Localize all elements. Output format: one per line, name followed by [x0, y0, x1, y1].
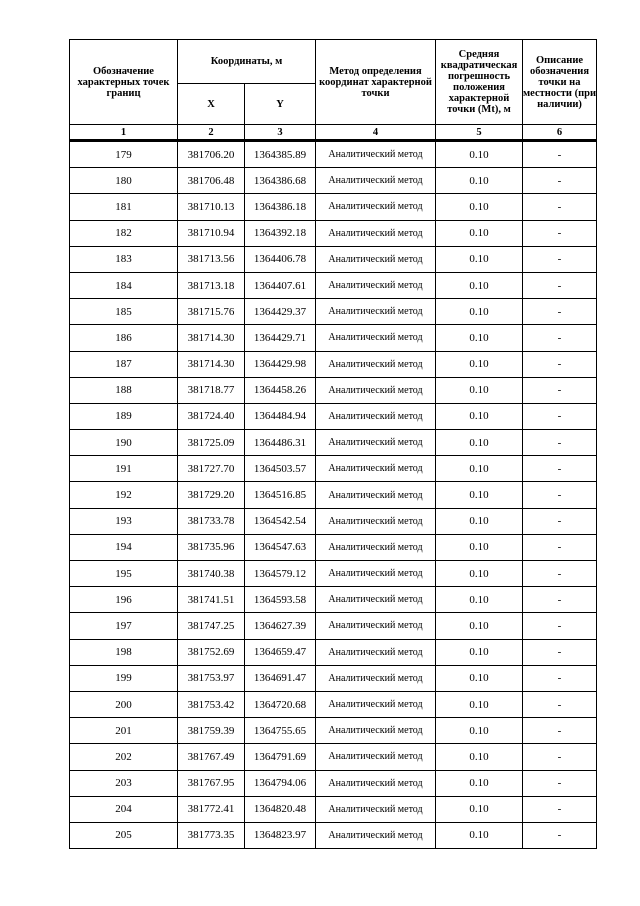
table-row: [70, 822, 597, 848]
table-header: [70, 40, 597, 141]
method-cell: Аналитический метод: [316, 822, 436, 848]
description-cell: -: [523, 639, 597, 665]
point-cell: 188: [70, 377, 178, 403]
point-cell: 182: [70, 220, 178, 246]
table-row: [70, 194, 597, 220]
x-cell: 381724.40: [178, 403, 245, 429]
error-cell: 0.10: [436, 770, 523, 796]
y-cell: 1364503.57: [245, 456, 316, 482]
error-cell: 0.10: [436, 141, 523, 168]
method-cell: Аналитический метод: [316, 613, 436, 639]
error-cell: 0.10: [436, 561, 523, 587]
method-cell: Аналитический метод: [316, 744, 436, 770]
method-cell: Аналитический метод: [316, 220, 436, 246]
error-cell: 0.10: [436, 587, 523, 613]
y-cell: 1364791.69: [245, 744, 316, 770]
error-cell: 0.10: [436, 325, 523, 351]
y-cell: 1364429.37: [245, 299, 316, 325]
y-cell: 1364484.94: [245, 403, 316, 429]
description-cell: -: [523, 168, 597, 194]
y-cell: 1364486.31: [245, 430, 316, 456]
point-cell: 196: [70, 587, 178, 613]
table-row: [70, 220, 597, 246]
y-cell: 1364755.65: [245, 718, 316, 744]
description-cell: -: [523, 272, 597, 298]
table-row: [70, 168, 597, 194]
x-cell: 381767.95: [178, 770, 245, 796]
error-cell: 0.10: [436, 194, 523, 220]
y-cell: 1364823.97: [245, 822, 316, 848]
header-description: Описание обозначения точки на местности (при наличии): [523, 40, 597, 125]
method-cell: Аналитический метод: [316, 508, 436, 534]
x-cell: 381710.13: [178, 194, 245, 220]
description-cell: -: [523, 613, 597, 639]
point-cell: 199: [70, 665, 178, 691]
table-row: [70, 613, 597, 639]
x-cell: 381767.49: [178, 744, 245, 770]
description-cell: -: [523, 141, 597, 168]
description-cell: -: [523, 246, 597, 272]
table-row: [70, 430, 597, 456]
header-method: Метод определения координат характерной точки: [316, 40, 436, 125]
y-cell: 1364794.06: [245, 770, 316, 796]
point-cell: 179: [70, 141, 178, 168]
table-row: [70, 665, 597, 691]
method-cell: Аналитический метод: [316, 430, 436, 456]
error-cell: 0.10: [436, 613, 523, 639]
method-cell: Аналитический метод: [316, 325, 436, 351]
table-row: [70, 325, 597, 351]
coordinates-table: [69, 39, 597, 849]
table-row: [70, 770, 597, 796]
method-cell: Аналитический метод: [316, 691, 436, 717]
y-cell: 1364579.12: [245, 561, 316, 587]
x-cell: 381710.94: [178, 220, 245, 246]
point-cell: 200: [70, 691, 178, 717]
header-error: Средняя квадратическая погрешность положения характерной точки (Mt), м: [436, 40, 523, 125]
table-row: [70, 744, 597, 770]
description-cell: -: [523, 377, 597, 403]
error-cell: 0.10: [436, 796, 523, 822]
error-cell: 0.10: [436, 377, 523, 403]
y-cell: 1364820.48: [245, 796, 316, 822]
description-cell: -: [523, 665, 597, 691]
point-cell: 194: [70, 534, 178, 560]
description-cell: -: [523, 691, 597, 717]
x-cell: 381725.09: [178, 430, 245, 456]
error-cell: 0.10: [436, 534, 523, 560]
table-row: [70, 246, 597, 272]
x-cell: 381753.42: [178, 691, 245, 717]
y-cell: 1364627.39: [245, 613, 316, 639]
error-cell: 0.10: [436, 665, 523, 691]
point-cell: 205: [70, 822, 178, 848]
error-cell: 0.10: [436, 508, 523, 534]
x-cell: 381713.56: [178, 246, 245, 272]
column-number: 3: [245, 125, 316, 141]
method-cell: Аналитический метод: [316, 796, 436, 822]
table-body: [70, 141, 597, 849]
y-cell: 1364386.18: [245, 194, 316, 220]
x-cell: 381772.41: [178, 796, 245, 822]
table-row: [70, 587, 597, 613]
error-cell: 0.10: [436, 691, 523, 717]
y-cell: 1364386.68: [245, 168, 316, 194]
y-cell: 1364407.61: [245, 272, 316, 298]
error-cell: 0.10: [436, 403, 523, 429]
table-row: [70, 403, 597, 429]
description-cell: -: [523, 744, 597, 770]
method-cell: Аналитический метод: [316, 351, 436, 377]
method-cell: Аналитический метод: [316, 403, 436, 429]
y-cell: 1364406.78: [245, 246, 316, 272]
y-cell: 1364542.54: [245, 508, 316, 534]
header-x: X: [178, 84, 245, 125]
method-cell: Аналитический метод: [316, 770, 436, 796]
description-cell: -: [523, 430, 597, 456]
method-cell: Аналитический метод: [316, 587, 436, 613]
point-cell: 201: [70, 718, 178, 744]
error-cell: 0.10: [436, 220, 523, 246]
point-cell: 203: [70, 770, 178, 796]
error-cell: 0.10: [436, 639, 523, 665]
x-cell: 381713.18: [178, 272, 245, 298]
method-cell: Аналитический метод: [316, 718, 436, 744]
error-cell: 0.10: [436, 744, 523, 770]
table-row: [70, 456, 597, 482]
error-cell: 0.10: [436, 718, 523, 744]
method-cell: Аналитический метод: [316, 561, 436, 587]
description-cell: -: [523, 220, 597, 246]
x-cell: 381752.69: [178, 639, 245, 665]
point-cell: 191: [70, 456, 178, 482]
method-cell: Аналитический метод: [316, 377, 436, 403]
error-cell: 0.10: [436, 351, 523, 377]
method-cell: Аналитический метод: [316, 272, 436, 298]
table-row: [70, 299, 597, 325]
column-number: 2: [178, 125, 245, 141]
description-cell: -: [523, 534, 597, 560]
y-cell: 1364547.63: [245, 534, 316, 560]
x-cell: 381718.77: [178, 377, 245, 403]
table-row: [70, 482, 597, 508]
column-number: 1: [70, 125, 178, 141]
point-cell: 183: [70, 246, 178, 272]
x-cell: 381741.51: [178, 587, 245, 613]
error-cell: 0.10: [436, 456, 523, 482]
column-number: 5: [436, 125, 523, 141]
description-cell: -: [523, 561, 597, 587]
point-cell: 193: [70, 508, 178, 534]
point-cell: 198: [70, 639, 178, 665]
table-row: [70, 691, 597, 717]
point-cell: 204: [70, 796, 178, 822]
point-cell: 192: [70, 482, 178, 508]
x-cell: 381753.97: [178, 665, 245, 691]
table-row: [70, 639, 597, 665]
table-row: [70, 377, 597, 403]
table-row: [70, 141, 597, 168]
point-cell: 184: [70, 272, 178, 298]
y-cell: 1364429.71: [245, 325, 316, 351]
point-cell: 189: [70, 403, 178, 429]
table-row: [70, 508, 597, 534]
point-cell: 190: [70, 430, 178, 456]
description-cell: -: [523, 718, 597, 744]
x-cell: 381747.25: [178, 613, 245, 639]
y-cell: 1364429.98: [245, 351, 316, 377]
description-cell: -: [523, 194, 597, 220]
error-cell: 0.10: [436, 246, 523, 272]
point-cell: 187: [70, 351, 178, 377]
header-point: Обозначение характерных точек границ: [70, 40, 178, 125]
point-cell: 195: [70, 561, 178, 587]
method-cell: Аналитический метод: [316, 141, 436, 168]
error-cell: 0.10: [436, 822, 523, 848]
point-cell: 180: [70, 168, 178, 194]
x-cell: 381706.48: [178, 168, 245, 194]
description-cell: -: [523, 822, 597, 848]
description-cell: -: [523, 456, 597, 482]
x-cell: 381714.30: [178, 325, 245, 351]
x-cell: 381706.20: [178, 141, 245, 168]
x-cell: 381773.35: [178, 822, 245, 848]
description-cell: -: [523, 351, 597, 377]
table-row: [70, 534, 597, 560]
description-cell: -: [523, 796, 597, 822]
x-cell: 381727.70: [178, 456, 245, 482]
table-row: [70, 351, 597, 377]
error-cell: 0.10: [436, 482, 523, 508]
x-cell: 381733.78: [178, 508, 245, 534]
point-cell: 186: [70, 325, 178, 351]
description-cell: -: [523, 482, 597, 508]
method-cell: Аналитический метод: [316, 456, 436, 482]
x-cell: 381740.38: [178, 561, 245, 587]
y-cell: 1364659.47: [245, 639, 316, 665]
point-cell: 202: [70, 744, 178, 770]
method-cell: Аналитический метод: [316, 246, 436, 272]
y-cell: 1364593.58: [245, 587, 316, 613]
error-cell: 0.10: [436, 168, 523, 194]
x-cell: 381714.30: [178, 351, 245, 377]
x-cell: 381729.20: [178, 482, 245, 508]
x-cell: 381735.96: [178, 534, 245, 560]
description-cell: -: [523, 325, 597, 351]
column-number: 6: [523, 125, 597, 141]
y-cell: 1364392.18: [245, 220, 316, 246]
method-cell: Аналитический метод: [316, 665, 436, 691]
table-row: [70, 718, 597, 744]
description-cell: -: [523, 403, 597, 429]
y-cell: 1364458.26: [245, 377, 316, 403]
description-cell: -: [523, 299, 597, 325]
y-cell: 1364516.85: [245, 482, 316, 508]
table-row: [70, 272, 597, 298]
point-cell: 181: [70, 194, 178, 220]
method-cell: Аналитический метод: [316, 534, 436, 560]
column-number: 4: [316, 125, 436, 141]
method-cell: Аналитический метод: [316, 168, 436, 194]
x-cell: 381759.39: [178, 718, 245, 744]
method-cell: Аналитический метод: [316, 299, 436, 325]
method-cell: Аналитический метод: [316, 194, 436, 220]
method-cell: Аналитический метод: [316, 639, 436, 665]
description-cell: -: [523, 770, 597, 796]
table-row: [70, 796, 597, 822]
description-cell: -: [523, 587, 597, 613]
table-row: [70, 561, 597, 587]
point-cell: 197: [70, 613, 178, 639]
x-cell: 381715.76: [178, 299, 245, 325]
description-cell: -: [523, 508, 597, 534]
header-y: Y: [245, 84, 316, 125]
error-cell: 0.10: [436, 299, 523, 325]
error-cell: 0.10: [436, 272, 523, 298]
error-cell: 0.10: [436, 430, 523, 456]
point-cell: 185: [70, 299, 178, 325]
y-cell: 1364720.68: [245, 691, 316, 717]
header-coordinates: Координаты, м: [178, 40, 316, 84]
y-cell: 1364385.89: [245, 141, 316, 168]
method-cell: Аналитический метод: [316, 482, 436, 508]
y-cell: 1364691.47: [245, 665, 316, 691]
